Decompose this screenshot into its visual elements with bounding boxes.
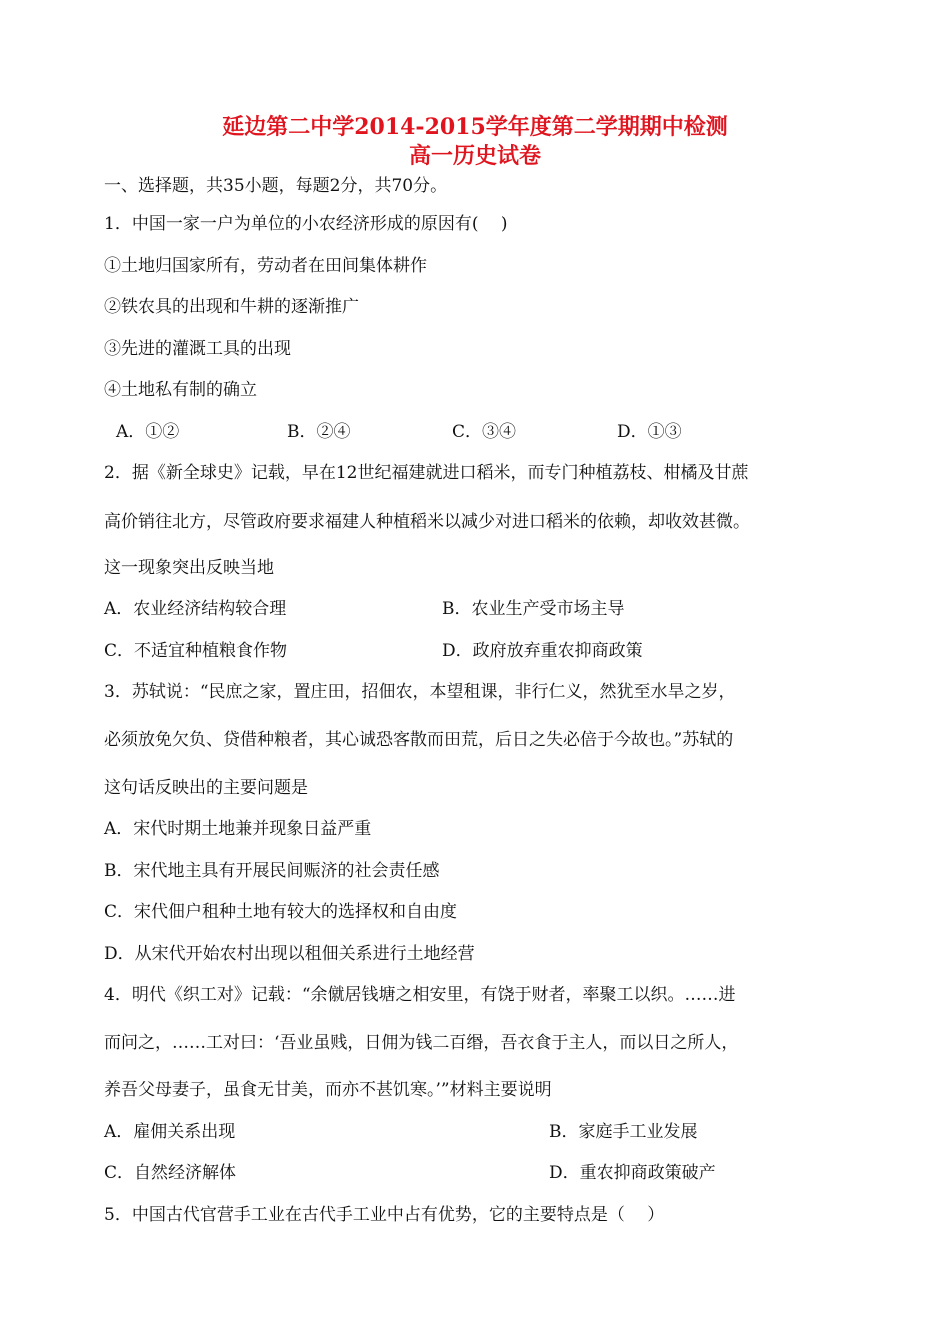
question-1-item-1: ①土地归国家所有，劳动者在田间集体耕作: [104, 256, 427, 276]
question-4-stem-line-2: 而问之，……工对曰：‘吾业虽贱，日佣为钱二百缗，吾衣食于主人，而以日之所人，: [104, 1033, 739, 1053]
question-1-option-c: C．③④: [452, 422, 517, 442]
question-3-option-c: C．宋代佃户租种土地有较大的选择权和自由度: [104, 902, 458, 922]
exam-title-line2: 高一历史试卷: [408, 143, 541, 169]
section-intro: 一、选择题，共35小题，每题2分，共70分。: [104, 176, 448, 196]
question-4-option-c: C．自然经济解体: [104, 1163, 237, 1183]
question-1-option-d: D．①③: [617, 422, 682, 442]
question-5-stem: 5．中国古代官营手工业在古代手工业中占有优势，它的主要特点是（ ）: [104, 1205, 665, 1225]
exam-title-line1: 延边第二中学2014-2015学年度第二学期期中检测: [222, 114, 728, 140]
question-1-item-2: ②铁农具的出现和牛耕的逐渐推广: [104, 297, 359, 317]
question-1-stem: 1．中国一家一户为单位的小农经济形成的原因有( ): [104, 214, 508, 234]
question-4-stem-line-3: 养吾父母妻子，虽食无甘美，而亦不甚饥寒。’”材料主要说明: [104, 1080, 552, 1100]
question-1-item-3: ③先进的灌溉工具的出现: [104, 339, 291, 359]
question-2-stem-line-3: 这一现象突出反映当地: [104, 558, 274, 578]
question-3-stem-line-1: 3．苏轼说：“民庶之家，置庄田，招佃农，本望租课，非行仁义，然犹至水旱之岁，: [104, 682, 736, 702]
question-4-option-b: B．家庭手工业发展: [549, 1122, 698, 1142]
question-2-option-b: B．农业生产受市场主导: [442, 599, 625, 619]
question-3-option-a: A．宋代时期土地兼并现象日益严重: [104, 819, 372, 839]
question-3-option-d: D．从宋代开始农村出现以租佃关系进行土地经营: [104, 944, 475, 964]
question-3-stem-line-3: 这句话反映出的主要问题是: [104, 778, 308, 798]
question-2-option-a: A．农业经济结构较合理: [104, 599, 287, 619]
question-2-stem-line-1: 2．据《新全球史》记载，早在12世纪福建就进口稻米，而专门种植荔枝、柑橘及甘蔗: [104, 463, 749, 483]
question-1-option-a: A．①②: [116, 422, 180, 442]
question-4-option-d: D．重农抑商政策破产: [549, 1163, 716, 1183]
question-3-stem-line-2: 必须放免欠负、贷借种粮者，其心诚恐客散而田荒，后日之失必倍于今故也。”苏轼的: [104, 730, 734, 750]
question-4-stem-line-1: 4．明代《织工对》记载：“余僦居钱塘之相安里，有饶于财者，率聚工以织。……进: [104, 985, 736, 1005]
question-2-option-c: C．不适宜种植粮食作物: [104, 641, 288, 661]
question-1-option-b: B．②④: [287, 422, 351, 442]
question-2-stem-line-2: 高价销往北方，尽管政府要求福建人种植稻米以减少对进口稻米的依赖，却收效甚微。: [104, 512, 750, 532]
question-4-option-a: A．雇佣关系出现: [104, 1122, 236, 1142]
question-1-item-4: ④土地私有制的确立: [104, 380, 257, 400]
question-3-option-b: B．宋代地主具有开展民间赈济的社会责任感: [104, 861, 440, 881]
question-2-option-d: D．政府放弃重农抑商政策: [442, 641, 643, 661]
